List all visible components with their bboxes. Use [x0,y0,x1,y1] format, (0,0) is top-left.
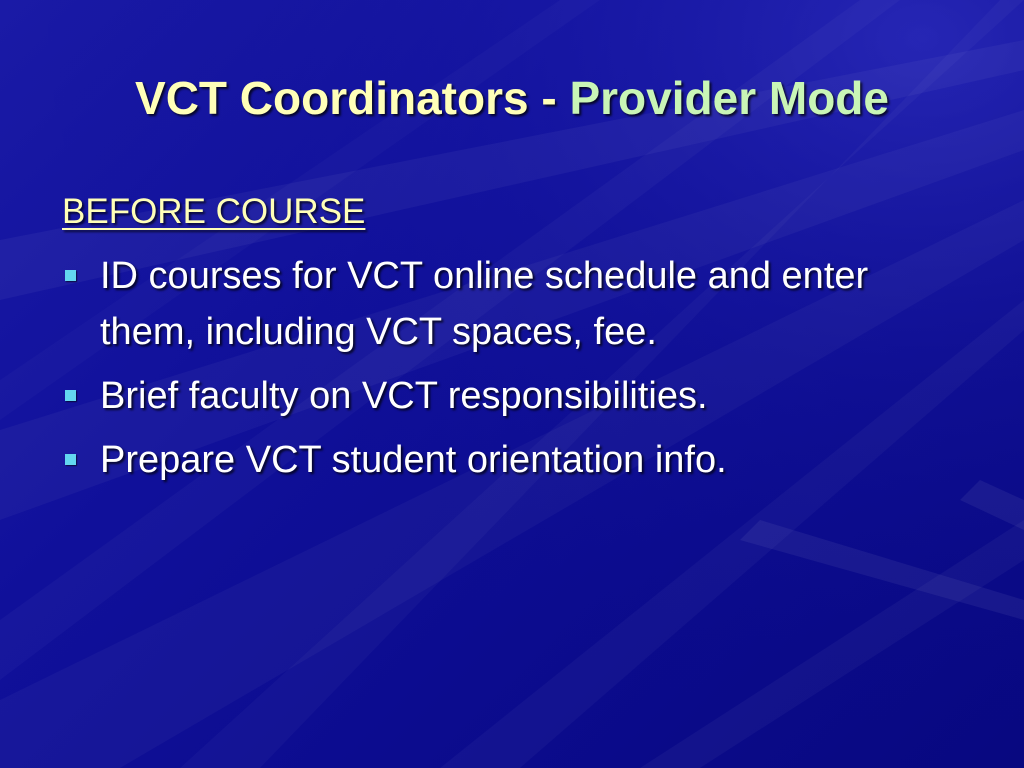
slide-title-main: VCT Coordinators - [135,72,570,124]
slide-title [0,68,1024,128]
bullet-item [62,368,962,424]
square-bullet-icon [65,454,76,465]
section-heading: BEFORE COURSE [62,192,366,231]
bullet-text: Brief faculty on VCT responsibilities. [100,375,708,417]
slide-title-accent: Provider Mode [569,72,889,124]
bullet-item [62,432,962,488]
bullet-list [62,248,962,496]
bullet-text: ID courses for VCT online schedule and enter them, including VCT spaces, fee. [100,255,869,353]
square-bullet-icon [65,270,76,281]
square-bullet-icon [65,390,76,401]
bullet-item [62,248,962,360]
bullet-text: Prepare VCT student orientation info. [100,439,727,481]
